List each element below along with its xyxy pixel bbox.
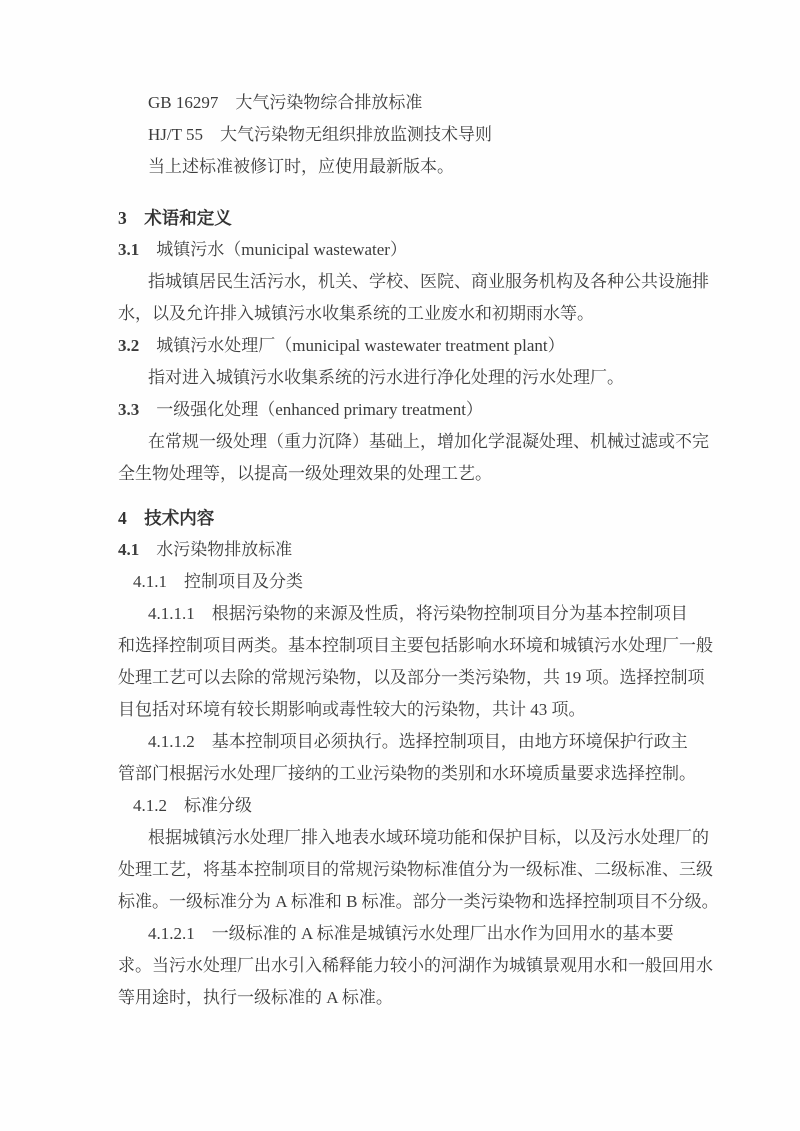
doc-line: 目包括对环境有较长期影响或毒性较大的污染物，共计 43 项。 bbox=[118, 700, 586, 719]
doc-line: HJ/T 55 大气污染物无组织排放监测技术导则 bbox=[148, 125, 492, 144]
clause-4-1 bbox=[118, 534, 712, 566]
doc-line: 当上述标准被修订时，应使用最新版本。 bbox=[148, 157, 454, 176]
doc-line: 和选择控制项目两类。基本控制项目主要包括影响水环境和城镇污水处理厂一般 bbox=[118, 636, 713, 655]
doc-line: 水，以及允许排入城镇污水收集系统的工业废水和初期雨水等。 bbox=[118, 304, 594, 323]
clause-text: 城镇污水处理厂（municipal wastewater treatment plant） bbox=[139, 336, 565, 355]
clause-4-1-1-2: 4.1.1.2 基本控制项目必须执行。选择控制项目，由地方环境保护行政主 bbox=[148, 732, 688, 751]
doc-line: 求。当污水处理厂出水引入稀释能力较小的河湖作为城镇景观用水和一般回用水 bbox=[118, 956, 713, 975]
doc-line: 指城镇居民生活污水，机关、学校、医院、商业服务机构及各种公共设施排 bbox=[148, 272, 709, 291]
clause-4-1-1: 4.1.1 控制项目及分类 bbox=[133, 572, 303, 591]
clause-number: 3.3 bbox=[118, 400, 140, 419]
doc-line: 根据城镇污水处理厂排入地表水域环境功能和保护目标，以及污水处理厂的 bbox=[148, 828, 709, 847]
doc-line: GB 16297 大气污染物综合排放标准 bbox=[148, 93, 423, 112]
clause-3-1 bbox=[118, 234, 712, 266]
section-heading-4: 4 技术内容 bbox=[118, 508, 215, 528]
clause-text: 城镇污水（municipal wastewater） bbox=[139, 240, 407, 259]
doc-line: 在常规一级处理（重力沉降）基础上，增加化学混凝处理、机械过滤或不完 bbox=[148, 432, 709, 451]
clause-number: 3.1 bbox=[118, 240, 140, 259]
doc-line: 处理工艺，将基本控制项目的常规污染物标准值分为一级标准、二级标准、三级 bbox=[118, 860, 713, 879]
clause-3-2 bbox=[118, 330, 712, 362]
clause-3-3 bbox=[118, 394, 712, 426]
document-body bbox=[118, 87, 719, 1014]
doc-line: 指对进入城镇污水收集系统的污水进行净化处理的污水处理厂。 bbox=[148, 368, 624, 387]
doc-line: 处理工艺可以去除的常规污染物，以及部分一类污染物，共 19 项。选择控制项 bbox=[118, 668, 705, 687]
doc-line: 全生物处理等，以提高一级处理效果的处理工艺。 bbox=[118, 464, 492, 483]
clause-text: 一级强化处理（enhanced primary treatment） bbox=[139, 400, 483, 419]
clause-4-1-2-1: 4.1.2.1 一级标准的 A 标准是城镇污水处理厂出水作为回用水的基本要 bbox=[148, 924, 674, 943]
section-heading-3: 3 术语和定义 bbox=[118, 208, 232, 228]
doc-line: 标准。一级标准分为 A 标准和 B 标准。部分一类污染物和选择控制项目不分级。 bbox=[118, 892, 719, 911]
clause-text: 水污染物排放标准 bbox=[139, 540, 293, 559]
clause-number: 4.1 bbox=[118, 540, 140, 559]
clause-number: 3.2 bbox=[118, 336, 140, 355]
doc-line: 等用途时，执行一级标准的 A 标准。 bbox=[118, 988, 393, 1007]
doc-line: 管部门根据污水处理厂接纳的工业污染物的类别和水环境质量要求选择控制。 bbox=[118, 764, 696, 783]
clause-4-1-2: 4.1.2 标准分级 bbox=[133, 796, 252, 815]
clause-4-1-1-1: 4.1.1.1 根据污染物的来源及性质，将污染物控制项目分为基本控制项目 bbox=[148, 604, 688, 623]
